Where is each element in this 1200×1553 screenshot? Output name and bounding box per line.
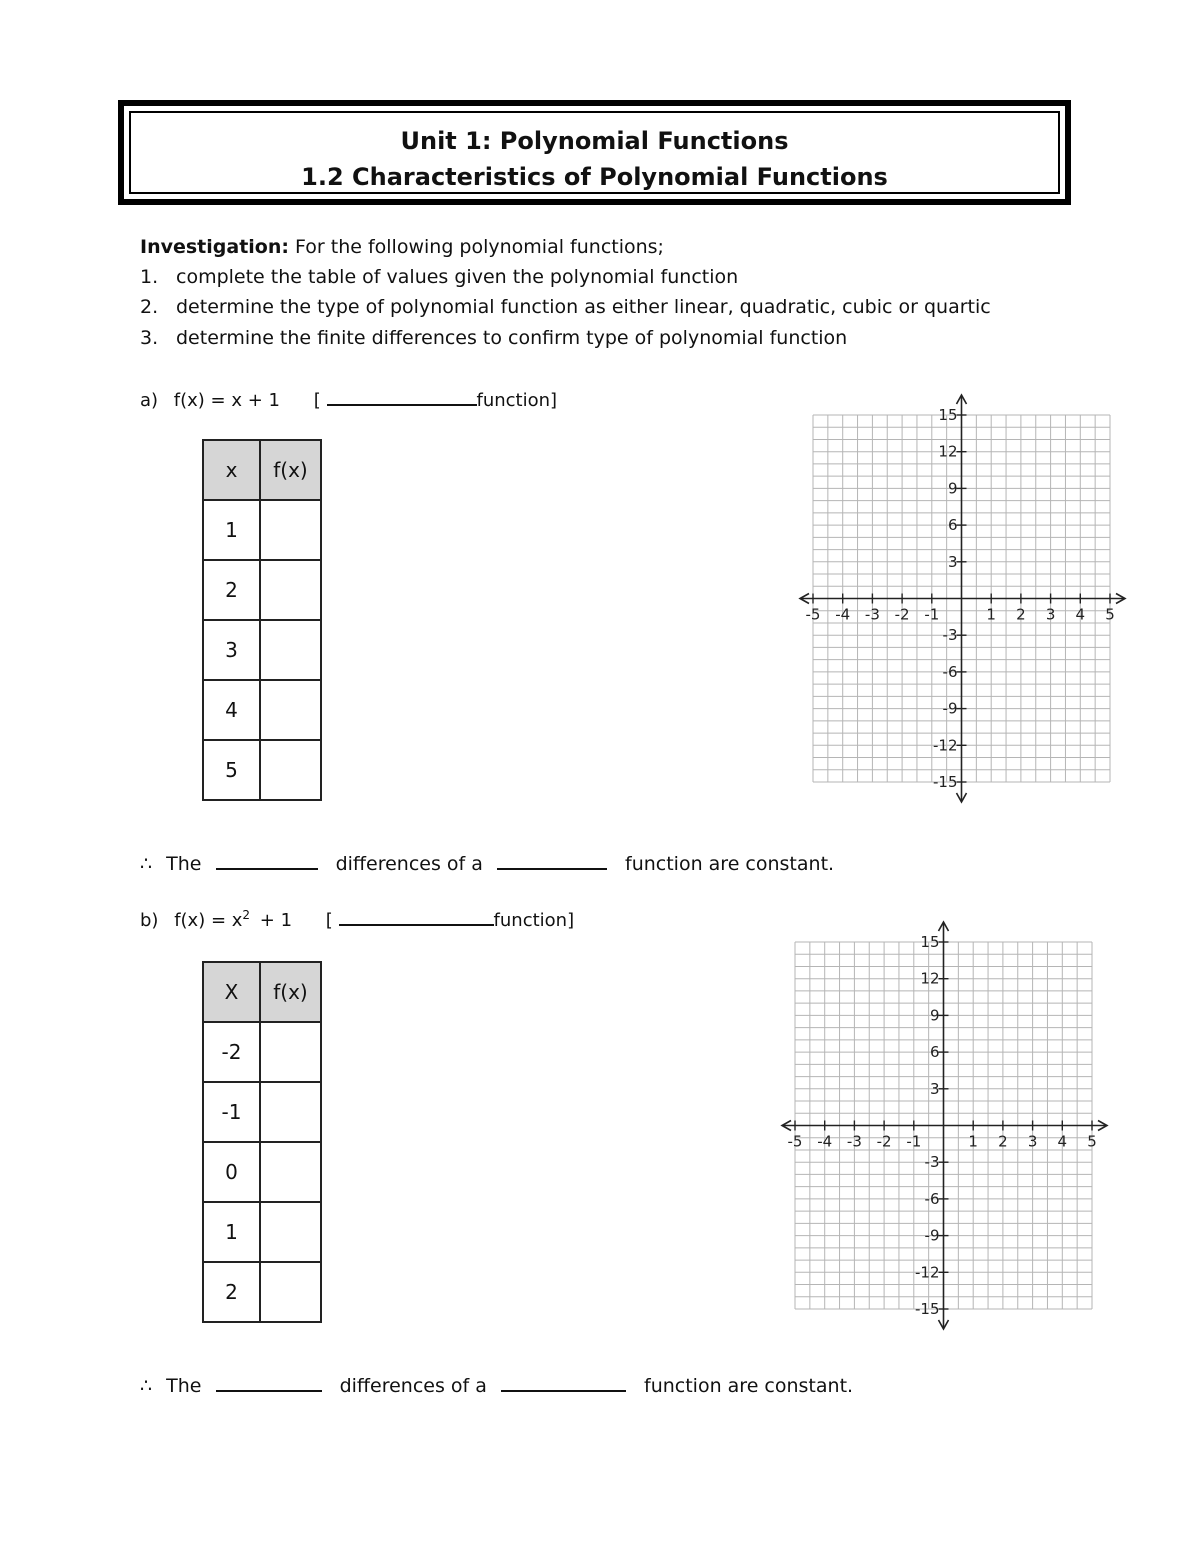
y-tick-label: -12 [915, 1263, 940, 1282]
x-value: 2 [203, 560, 260, 620]
difference-order-blank[interactable] [216, 1372, 322, 1392]
conclusion-end: function are constant. [644, 1375, 854, 1397]
investigation-step [140, 296, 991, 318]
table-header-row [203, 440, 321, 500]
conclusion-middle: differences of a [335, 853, 483, 875]
x-tick-label: 1 [986, 605, 996, 624]
part-b-label: b) [140, 910, 159, 931]
fx-input-cell[interactable] [260, 560, 321, 620]
conclusion-end: function are constant. [625, 853, 835, 875]
y-tick-label: -15 [933, 773, 958, 791]
x-value: 3 [203, 620, 260, 680]
conclusion-the: The [166, 853, 202, 875]
coordinate-grid-b[interactable] [777, 917, 1112, 1335]
x-value: 1 [203, 500, 260, 560]
y-tick-label: -3 [924, 1153, 940, 1172]
y-tick-label: 9 [947, 479, 958, 498]
y-tick-label: 6 [947, 516, 958, 535]
header-x: x [203, 440, 260, 500]
table-row [203, 620, 321, 680]
y-tick-label: 12 [920, 969, 940, 988]
y-tick-label: -3 [942, 626, 958, 645]
x-tick-label: -1 [924, 605, 940, 624]
x-tick-label: 2 [998, 1132, 1008, 1151]
x-tick-label: 3 [1045, 605, 1056, 624]
header-x: X [203, 962, 260, 1022]
section-title: 1.2 Characteristics of Polynomial Functions [301, 163, 888, 191]
part-a-label: a) [140, 390, 159, 411]
header-fx: f(x) [260, 962, 321, 1022]
fx-input-cell[interactable] [260, 1022, 321, 1082]
part-b-equation-prefix: f(x) = x [174, 910, 243, 931]
bracket-open: [ [313, 390, 321, 411]
conclusion-the: The [166, 1375, 202, 1397]
x-value: 5 [203, 740, 260, 800]
x-tick-label: 5 [1105, 605, 1115, 624]
values-table-a [202, 439, 322, 801]
y-tick-label: -9 [924, 1226, 940, 1245]
x-value: -2 [203, 1022, 260, 1082]
x-tick-label: -5 [787, 1132, 803, 1151]
therefore-symbol: ∴ [140, 853, 153, 875]
table-row [203, 560, 321, 620]
part-b-heading [140, 906, 574, 931]
part-a-equation: f(x) = x + 1 [173, 390, 280, 411]
header-fx: f(x) [260, 440, 321, 500]
table-row [203, 500, 321, 560]
x-tick-label: 4 [1057, 1132, 1068, 1151]
function-type-blank[interactable] [327, 386, 477, 406]
bracket-text: function] [476, 390, 558, 411]
difference-order-blank[interactable] [216, 850, 318, 870]
step-number: 1. [140, 266, 159, 288]
conclusion-middle: differences of a [339, 1375, 487, 1397]
step-number: 3. [140, 327, 159, 349]
title-inner-border [129, 111, 1060, 194]
step-text: determine the type of polynomial function as either linear, quadratic, cubic or quartic [176, 296, 991, 318]
title-box [118, 100, 1071, 205]
y-tick-label: -6 [924, 1189, 940, 1208]
y-tick-label: 15 [920, 933, 940, 951]
investigation-step [140, 266, 739, 288]
x-value: 0 [203, 1142, 260, 1202]
function-type-blank[interactable] [339, 906, 494, 926]
y-tick-label: -6 [942, 662, 958, 681]
y-tick-label: -12 [933, 736, 958, 755]
unit-title: Unit 1: Polynomial Functions [400, 127, 789, 155]
y-tick-label: 3 [947, 552, 958, 571]
table-header-row [203, 962, 321, 1022]
therefore-symbol: ∴ [140, 1375, 153, 1397]
step-text: complete the table of values given the polynomial function [176, 266, 739, 288]
table-row [203, 1202, 321, 1262]
function-type-blank[interactable] [501, 1372, 626, 1392]
bracket-text: function] [493, 910, 575, 931]
fx-input-cell[interactable] [260, 1202, 321, 1262]
x-value: 2 [203, 1262, 260, 1322]
x-tick-label: 4 [1075, 605, 1086, 624]
x-tick-label: 1 [968, 1132, 978, 1151]
bracket-open: [ [325, 910, 333, 931]
equation-exponent: 2 [242, 908, 251, 922]
step-number: 2. [140, 296, 159, 318]
x-tick-label: -2 [894, 605, 910, 624]
table-row [203, 740, 321, 800]
x-tick-label: 3 [1027, 1132, 1038, 1151]
x-tick-label: -2 [876, 1132, 892, 1151]
investigation-intro [140, 236, 664, 258]
fx-input-cell[interactable] [260, 1082, 321, 1142]
y-tick-label: 15 [938, 406, 958, 424]
x-tick-label: -4 [817, 1132, 833, 1151]
x-tick-label: -5 [805, 605, 821, 624]
part-b-conclusion [140, 1372, 853, 1397]
part-b-equation-suffix: + 1 [259, 910, 293, 931]
fx-input-cell[interactable] [260, 740, 321, 800]
x-value: 4 [203, 680, 260, 740]
y-tick-label: 6 [929, 1043, 940, 1062]
y-tick-label: 3 [929, 1079, 940, 1098]
table-row [203, 680, 321, 740]
values-table-b [202, 961, 322, 1323]
investigation-label: Investigation: [140, 236, 289, 258]
x-tick-label: 2 [1016, 605, 1026, 624]
y-tick-label: 9 [929, 1006, 940, 1025]
y-tick-label: 12 [938, 442, 958, 461]
function-type-blank[interactable] [497, 850, 607, 870]
step-text: determine the finite differences to confirm type of polynomial function [176, 327, 848, 349]
fx-input-cell[interactable] [260, 680, 321, 740]
fx-input-cell[interactable] [260, 620, 321, 680]
fx-input-cell[interactable] [260, 1262, 321, 1322]
x-tick-label: -1 [906, 1132, 922, 1151]
x-tick-label: -3 [846, 1132, 862, 1151]
part-a-heading [140, 386, 557, 411]
x-value: -1 [203, 1082, 260, 1142]
x-tick-label: 5 [1087, 1132, 1097, 1151]
coordinate-grid-a[interactable] [795, 390, 1130, 808]
table-row [203, 1142, 321, 1202]
table-row [203, 1082, 321, 1142]
table-row [203, 1262, 321, 1322]
fx-input-cell[interactable] [260, 500, 321, 560]
investigation-step [140, 327, 848, 349]
investigation-intro-text: For the following polynomial functions; [295, 236, 664, 258]
y-tick-label: -15 [915, 1300, 940, 1318]
fx-input-cell[interactable] [260, 1142, 321, 1202]
x-tick-label: -4 [835, 605, 851, 624]
table-row [203, 1022, 321, 1082]
part-a-conclusion [140, 850, 834, 875]
x-tick-label: -3 [864, 605, 880, 624]
y-tick-label: -9 [942, 699, 958, 718]
x-value: 1 [203, 1202, 260, 1262]
